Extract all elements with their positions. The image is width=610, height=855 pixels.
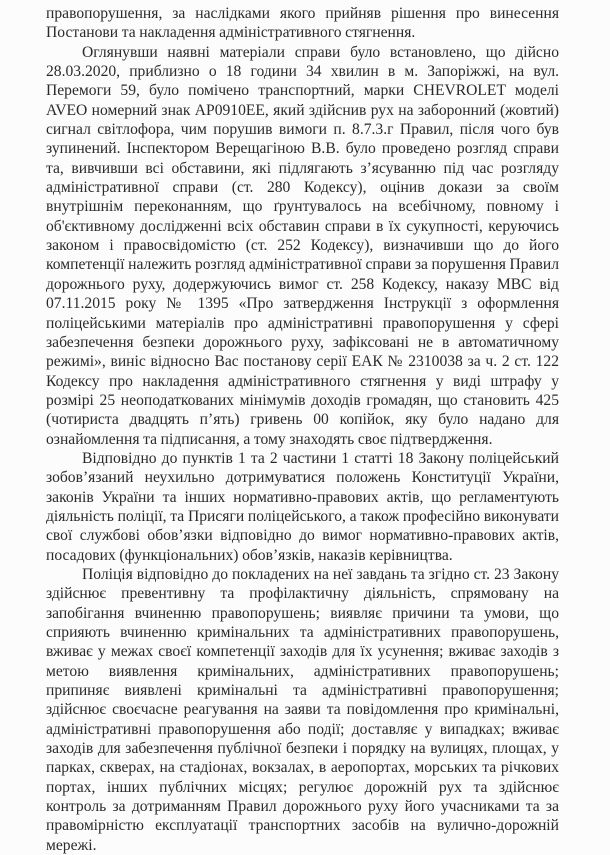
paragraph-police-tasks: Поліція відповідно до покладених на неї завдань та згідно ст. 23 Закону здійснює превентивну та профілактичну діяльність, спрямовану на запобігання вчиненню правопорушень; виявляє причини та умови, що сприяють вчиненню кримінальних та адміністративних правопорушень, вживає у межах своєї компетенції заходів для їх усунення; вживає заходів з метою виявлення кримінальних, адміністративних правопорушень; припиняє виявлені кримінальні та адміністративні правопорушення; здійснює своєчасне реагування на заяви та повідомлення про кримінальні, адміністративні правопорушення або події; доставляє у випадках; вживає заходів для забезпечення публічної безпеки і порядку на вулицях, площах, у парках, скверах, на стадіонах, вокзалах, в аеропортах, морських та річкових портах, інших публічних місцях; регулює дорожній рух та здійснює контроль за дотриманням Правил дорожнього руху його учасниками та за правомірністю експлуатації транспортних засобів на вулично-дорожній мережі. xyxy=(46,565,559,854)
paragraph-police-duties: Відповідно до пунктів 1 та 2 частини 1 статті 18 Закону поліцейський зобов’язаний неухильно дотримуватися положень Конституції України, законів України та інших нормативно-правових актів, що регламентують діяльність поліції, та Присяги поліцейського, а також професійно виконувати свої службові обов’язки відповідно до вимог нормативно-правових актів, посадових (функціональних) обов’язків, наказів керівництва. xyxy=(46,449,559,564)
document-page xyxy=(46,4,559,855)
paragraph-case-facts: Оглянувши наявні матеріали справи було встановлено, що дійсно 28.03.2020, приблизно о 18 години 34 хвилин в м. Запоріжжі, на вул. Перемоги 59, було помічено транспортний, марки CHEVROLET моделі AVEO номерний знак AP0910EE, який здійснив рух на заборонний (жовтий) сигнал світлофора, чим порушив вимоги п. 8.7.3.г Правил, після чого був зупинений. Інспектором Верещагіною В.В. було проведено розгляд справи та, вивчивши всі обставини, які підлягають з’ясуванню під час розгляду адміністративної справи (ст. 280 Кодексу), оцінив докази за своїм внутрішнім переконанням, що ґрунтувалось на всебічному, повному і об'єктивному дослідженні всіх обставин справи в їх сукупності, керуючись законом і правосвідомістю (ст. 252 Кодексу), визначивши що до його компетенції належить розгляд адміністративної справи за порушення Правил дорожнього руху, додержуючись вимог ст. 258 Кодексу, наказу МВС від 07.11.2015 року № 1395 «Про затвердження Інструкції з оформлення поліцейськими матеріалів про адміністративні правопорушення у сфері забезпечення безпеки дорожнього руху, зафіксовані не в автоматичному режимі», виніс відносно Вас постанову серії ЕАК № 2310038 за ч. 2 ст. 122 Кодексу про накладення адміністративного стягнення у виді штрафу у розмірі 25 неоподаткованих мінімумів доходів громадян, що становить 425 (чотириста двадцять п’ять) гривень 00 копійок, яку було надано для ознайомлення та підписання, а тому знаходять своє підтвердження. xyxy=(46,43,559,448)
paragraph-continuation: правопорушення, за наслідками якого прийняв рішення про винесення Постанови та накладення адміністративного стягнення. xyxy=(46,5,559,42)
